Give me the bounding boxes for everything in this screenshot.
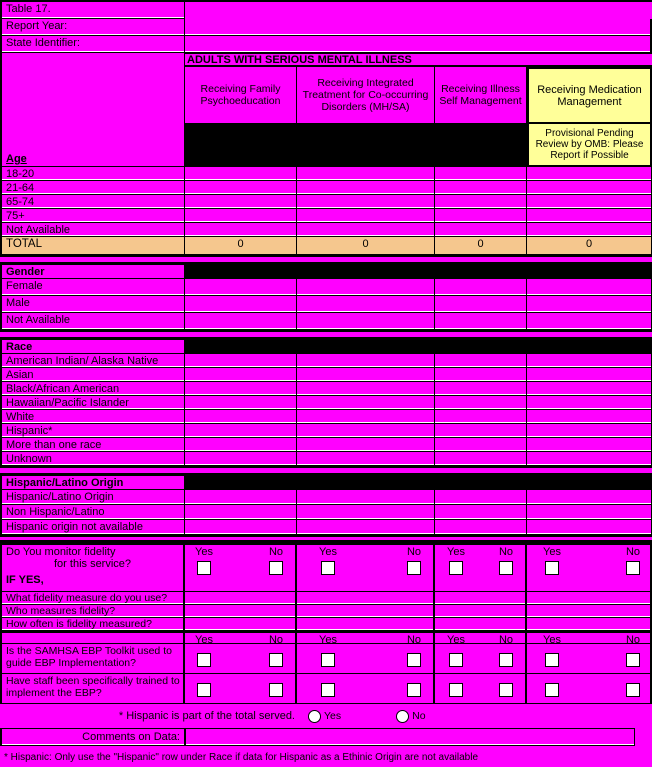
empty-label-cell (0, 633, 185, 644)
data-cell-integrated-treatment[interactable] (297, 223, 435, 237)
data-cell-integrated-treatment[interactable] (297, 181, 435, 195)
ebp-yes-no-header-row (0, 631, 652, 644)
race-row-black-african-american (0, 382, 652, 396)
data-cell-family-psychoeducation[interactable] (185, 490, 297, 505)
fidelity-integrated-treatment-cell (297, 545, 435, 592)
data-cell-integrated-treatment[interactable] (297, 424, 435, 438)
staff-integrated-treatment-yes-checkbox[interactable] (321, 683, 335, 697)
data-cell-integrated-treatment[interactable] (297, 438, 435, 452)
no-label: No (498, 634, 514, 644)
row-label: How often is fidelity measured? (0, 618, 185, 631)
row-label: 18-20 (0, 167, 185, 181)
header-block (0, 53, 652, 167)
data-cell-family-psychoeducation[interactable] (185, 209, 297, 223)
data-cell-illness-self-management[interactable] (435, 296, 527, 313)
table-title-row (0, 2, 652, 19)
data-cell-family-psychoeducation[interactable] (185, 605, 297, 618)
column-header-medication-management: Receiving Medication Management (527, 67, 652, 124)
fidelity-illness-self-management-no-checkbox[interactable] (499, 561, 513, 575)
yes-label: Yes (319, 634, 337, 644)
race-row-unknown (0, 452, 652, 466)
race-section-header (0, 339, 652, 354)
medication-management-note: Provisional Pending Review by OMB: Please Report if Possible (527, 124, 652, 167)
black-bar (185, 475, 652, 490)
data-cell-integrated-treatment[interactable] (297, 396, 435, 410)
toolkit-family-psychoeducation-yes-checkbox[interactable] (197, 653, 211, 667)
data-cell-medication-management[interactable] (527, 618, 652, 631)
column-header-family-psychoeducation: Receiving Family Psychoeducation (185, 67, 297, 124)
report-year-input[interactable] (185, 19, 652, 36)
data-cell-family-psychoeducation[interactable] (185, 313, 297, 330)
gender-section-header (0, 264, 652, 279)
row-label: More than one race (0, 438, 185, 452)
data-cell-medication-management[interactable] (527, 296, 652, 313)
data-cell-illness-self-management[interactable] (435, 505, 527, 520)
toolkit-family-psychoeducation-cell (185, 644, 297, 674)
no-label: No (625, 546, 641, 558)
age-row-65-74 (0, 195, 652, 209)
staff-family-psychoeducation-cell (185, 674, 297, 704)
fidelity-family-psychoeducation-cell (185, 545, 297, 592)
data-cell-illness-self-management[interactable] (435, 181, 527, 195)
row-label: Non Hispanic/Latino (0, 505, 185, 520)
race-row-hispanic (0, 424, 652, 438)
staff-family-psychoeducation-no-checkbox[interactable] (269, 683, 283, 697)
data-cell-family-psychoeducation[interactable] (185, 410, 297, 424)
total-integrated-treatment: 0 (297, 237, 435, 255)
data-cell-medication-management[interactable] (527, 490, 652, 505)
data-cell-illness-self-management[interactable] (435, 438, 527, 452)
state-identifier-input[interactable] (185, 36, 652, 53)
gender-section-label: Gender (0, 264, 185, 279)
staff-integrated-treatment-no-checkbox[interactable] (407, 683, 421, 697)
fidelity-medication-management-yes-checkbox[interactable] (545, 561, 559, 575)
data-cell-illness-self-management[interactable] (435, 382, 527, 396)
black-bar (185, 339, 652, 354)
yn-header-integrated-treatment (297, 633, 435, 644)
age-row-75-plus (0, 209, 652, 223)
row-label: Is the SAMHSA EBP Toolkit used to guide EBP Implementation? (0, 644, 185, 674)
data-cell-family-psychoeducation[interactable] (185, 354, 297, 368)
gender-row-female (0, 279, 652, 296)
data-cell-family-psychoeducation[interactable] (185, 520, 297, 535)
row-label: 65-74 (0, 195, 185, 209)
toolkit-family-psychoeducation-no-checkbox[interactable] (269, 653, 283, 667)
row-label: Not Available (0, 223, 185, 237)
data-cell-integrated-treatment[interactable] (297, 195, 435, 209)
no-label: No (268, 634, 284, 644)
row-label: Hispanic* (0, 424, 185, 438)
data-cell-illness-self-management[interactable] (435, 167, 527, 181)
fidelity-family-psychoeducation-yes-checkbox[interactable] (197, 561, 211, 575)
data-cell-family-psychoeducation[interactable] (185, 368, 297, 382)
race-row-hawaiian-pacific-islander (0, 396, 652, 410)
row-label: Have staff been specifically trained to implement the EBP? (0, 674, 185, 704)
data-cell-illness-self-management[interactable] (435, 618, 527, 631)
row-label: White (0, 410, 185, 424)
data-cell-family-psychoeducation[interactable] (185, 181, 297, 195)
column-header-illness-self-management: Receiving Illness Self Management (435, 67, 527, 124)
row-label: Hispanic origin not available (0, 520, 185, 535)
data-cell-integrated-treatment[interactable] (297, 382, 435, 396)
state-identifier-label: State Identifier: (0, 36, 185, 53)
staff-integrated-treatment-cell (297, 674, 435, 704)
hispanic-total-row (0, 704, 652, 728)
state-identifier-row (0, 36, 652, 53)
data-cell-family-psychoeducation[interactable] (185, 195, 297, 209)
yes-label: Yes (195, 634, 213, 644)
total-row (0, 237, 652, 255)
data-cell-family-psychoeducation[interactable] (185, 452, 297, 466)
data-cell-medication-management[interactable] (527, 424, 652, 438)
data-cell-integrated-treatment[interactable] (297, 167, 435, 181)
data-cell-illness-self-management[interactable] (435, 195, 527, 209)
data-cell-illness-self-management[interactable] (435, 452, 527, 466)
yes-label: Yes (543, 634, 561, 644)
yn-header-illness-self-management (435, 633, 527, 644)
data-cell-medication-management[interactable] (527, 592, 652, 605)
data-cell-medication-management[interactable] (527, 223, 652, 237)
comments-label: Comments on Data: (0, 728, 185, 746)
yes-label: Yes (195, 546, 213, 558)
no-label: No (268, 546, 284, 558)
data-cell-integrated-treatment[interactable] (297, 354, 435, 368)
hispanic-origin-section-header (0, 475, 652, 490)
data-cell-medication-management[interactable] (527, 167, 652, 181)
total-medication-management: 0 (527, 237, 652, 255)
hispanic-origin-section-label: Hispanic/Latino Origin (0, 475, 185, 490)
row-label: American Indian/ Alaska Native (0, 354, 185, 368)
fidelity-medication-management-cell (527, 545, 652, 592)
data-cell-family-psychoeducation[interactable] (185, 438, 297, 452)
toolkit-medication-management-no-checkbox[interactable] (626, 653, 640, 667)
hispanic-total-label: * Hispanic is part of the total served. (118, 710, 295, 722)
section-divider (0, 330, 652, 339)
row-label: Asian (0, 368, 185, 382)
fidelity-family-psychoeducation-no-checkbox[interactable] (269, 561, 283, 575)
data-cell-medication-management[interactable] (527, 396, 652, 410)
data-cell-family-psychoeducation[interactable] (185, 223, 297, 237)
data-cell-family-psychoeducation[interactable] (185, 396, 297, 410)
row-label: Black/African American (0, 382, 185, 396)
data-cell-integrated-treatment[interactable] (297, 279, 435, 296)
toolkit-medication-management-yes-checkbox[interactable] (545, 653, 559, 667)
staff-illness-self-management-yes-checkbox[interactable] (449, 683, 463, 697)
data-cell-family-psychoeducation[interactable] (185, 592, 297, 605)
total-label: TOTAL (0, 237, 185, 255)
data-cell-integrated-treatment[interactable] (297, 410, 435, 424)
row-label: Hawaiian/Pacific Islander (0, 396, 185, 410)
no-label: No (498, 546, 514, 558)
data-cell-illness-self-management[interactable] (435, 396, 527, 410)
fidelity-integrated-treatment-yes-checkbox[interactable] (321, 561, 335, 575)
age-section-label: Age (6, 153, 27, 165)
fidelity-medication-management-no-checkbox[interactable] (626, 561, 640, 575)
fidelity-illness-self-management-cell (435, 545, 527, 592)
staff-medication-management-yes-checkbox[interactable] (545, 683, 559, 697)
hispanic-total-no-radio[interactable] (396, 710, 409, 723)
fidelity-question-label (0, 545, 185, 592)
staff-medication-management-no-checkbox[interactable] (626, 683, 640, 697)
report-year-label: Report Year: (0, 19, 185, 36)
comments-input[interactable] (185, 728, 635, 746)
staff-family-psychoeducation-yes-checkbox[interactable] (197, 683, 211, 697)
data-cell-illness-self-management[interactable] (435, 605, 527, 618)
column-header-integrated-treatment: Receiving Integrated Treatment for Co-occurring Disorders (MH/SA) (297, 67, 435, 124)
hispanic-footnote: * Hispanic: Only use the "Hispanic" row under Race if data for Hispanic as a Ethinic Origin are not available (4, 752, 478, 763)
data-cell-family-psychoeducation[interactable] (185, 424, 297, 438)
yes-label: Yes (447, 546, 465, 558)
race-row-asian (0, 368, 652, 382)
race-row-american-indian (0, 354, 652, 368)
row-label: Not Available (0, 313, 185, 330)
hispanic-row-latino-origin (0, 490, 652, 505)
samhsa-toolkit-row (0, 644, 652, 674)
no-label: No (406, 634, 422, 644)
staff-illness-self-management-no-checkbox[interactable] (499, 683, 513, 697)
data-cell-integrated-treatment[interactable] (297, 505, 435, 520)
toolkit-integrated-treatment-cell (297, 644, 435, 674)
yn-header-medication-management (527, 633, 652, 644)
toolkit-integrated-treatment-yes-checkbox[interactable] (321, 653, 335, 667)
how-often-fidelity-row (0, 618, 652, 631)
data-cell-illness-self-management[interactable] (435, 424, 527, 438)
black-band (185, 124, 527, 167)
row-label: What fidelity measure do you use? (0, 592, 185, 605)
no-label: No (625, 634, 641, 644)
data-cell-illness-self-management[interactable] (435, 313, 527, 330)
table-title: Table 17. (0, 2, 185, 19)
data-cell-medication-management[interactable] (527, 382, 652, 396)
column-headers (185, 67, 652, 124)
yes-label: Yes (324, 709, 342, 722)
staff-trained-row (0, 674, 652, 704)
age-row-not-available (0, 223, 652, 237)
race-section-label: Race (0, 339, 185, 354)
who-measures-fidelity-row (0, 605, 652, 618)
row-label: 21-64 (0, 181, 185, 195)
yes-label: Yes (319, 546, 337, 558)
toolkit-medication-management-cell (527, 644, 652, 674)
if-yes-label: IF YES, (6, 574, 44, 586)
total-family-psychoeducation: 0 (185, 237, 297, 255)
row-label: Unknown (0, 452, 185, 466)
staff-medication-management-cell (527, 674, 652, 704)
fidelity-question-line1: Do You monitor fidelity (6, 546, 116, 558)
data-cell-integrated-treatment[interactable] (297, 452, 435, 466)
yes-label: Yes (543, 546, 561, 558)
row-label: Who measures fidelity? (0, 605, 185, 618)
data-cell-integrated-treatment[interactable] (297, 618, 435, 631)
data-cell-integrated-treatment[interactable] (297, 296, 435, 313)
hispanic-total-no-option (396, 710, 425, 723)
data-cell-medication-management[interactable] (527, 605, 652, 618)
total-illness-self-management: 0 (435, 237, 527, 255)
data-cell-integrated-treatment[interactable] (297, 209, 435, 223)
fidelity-question-line2: for this service? (54, 558, 132, 570)
hispanic-total-yes-option (308, 710, 341, 723)
data-cell-medication-management[interactable] (527, 410, 652, 424)
row-label: Female (0, 279, 185, 296)
toolkit-illness-self-management-yes-checkbox[interactable] (449, 653, 463, 667)
data-cell-integrated-treatment[interactable] (297, 368, 435, 382)
section-divider (0, 466, 652, 475)
no-label: No (412, 709, 426, 722)
data-cell-medication-management[interactable] (527, 368, 652, 382)
data-cell-medication-management[interactable] (527, 209, 652, 223)
data-cell-family-psychoeducation[interactable] (185, 505, 297, 520)
data-cell-illness-self-management[interactable] (435, 223, 527, 237)
gender-row-male (0, 296, 652, 313)
report-year-row (0, 19, 652, 36)
toolkit-integrated-treatment-no-checkbox[interactable] (407, 653, 421, 667)
toolkit-illness-self-management-cell (435, 644, 527, 674)
data-cell-family-psychoeducation[interactable] (185, 618, 297, 631)
fidelity-illness-self-management-yes-checkbox[interactable] (449, 561, 463, 575)
yes-label: Yes (447, 634, 465, 644)
header-bands (185, 124, 652, 167)
data-cell-illness-self-management[interactable] (435, 354, 527, 368)
top-filler (185, 2, 652, 19)
data-cell-medication-management[interactable] (527, 279, 652, 296)
data-cell-integrated-treatment[interactable] (297, 520, 435, 535)
toolkit-illness-self-management-no-checkbox[interactable] (499, 653, 513, 667)
data-cell-illness-self-management[interactable] (435, 368, 527, 382)
data-cell-illness-self-management[interactable] (435, 520, 527, 535)
row-label: Hispanic/Latino Origin (0, 490, 185, 505)
section-divider (0, 535, 652, 542)
fidelity-integrated-treatment-no-checkbox[interactable] (407, 561, 421, 575)
black-bar (185, 264, 652, 279)
data-cell-medication-management[interactable] (527, 354, 652, 368)
age-section-cell (0, 53, 185, 167)
section-divider (0, 255, 652, 264)
data-cell-medication-management[interactable] (527, 452, 652, 466)
data-cell-medication-management[interactable] (527, 313, 652, 330)
data-cell-integrated-treatment[interactable] (297, 490, 435, 505)
no-label: No (406, 546, 422, 558)
data-cell-medication-management[interactable] (527, 520, 652, 535)
data-cell-integrated-treatment[interactable] (297, 605, 435, 618)
data-cell-illness-self-management[interactable] (435, 490, 527, 505)
hispanic-row-not-available (0, 520, 652, 535)
data-cell-medication-management[interactable] (527, 505, 652, 520)
row-label: 75+ (0, 209, 185, 223)
comments-row (0, 728, 652, 746)
data-cell-medication-management[interactable] (527, 181, 652, 195)
hispanic-total-yes-radio[interactable] (308, 710, 321, 723)
data-cell-medication-management[interactable] (527, 438, 652, 452)
data-cell-family-psychoeducation[interactable] (185, 279, 297, 296)
staff-illness-self-management-cell (435, 674, 527, 704)
fidelity-measure-row (0, 592, 652, 605)
data-cell-family-psychoeducation[interactable] (185, 167, 297, 181)
data-cell-illness-self-management[interactable] (435, 592, 527, 605)
age-row-18-20 (0, 167, 652, 181)
race-row-white (0, 410, 652, 424)
data-cell-family-psychoeducation[interactable] (185, 382, 297, 396)
row-label: Male (0, 296, 185, 313)
data-cell-illness-self-management[interactable] (435, 209, 527, 223)
data-cell-illness-self-management[interactable] (435, 279, 527, 296)
section-title: ADULTS WITH SERIOUS MENTAL ILLNESS (185, 53, 652, 67)
data-cell-family-psychoeducation[interactable] (185, 296, 297, 313)
data-cell-integrated-treatment[interactable] (297, 592, 435, 605)
age-row-21-64 (0, 181, 652, 195)
gender-row-not-available (0, 313, 652, 330)
data-cell-illness-self-management[interactable] (435, 410, 527, 424)
data-cell-medication-management[interactable] (527, 195, 652, 209)
race-row-more-than-one-race (0, 438, 652, 452)
fidelity-question-block (0, 542, 652, 592)
hispanic-row-non-hispanic (0, 505, 652, 520)
data-cell-integrated-treatment[interactable] (297, 313, 435, 330)
header-right (185, 53, 652, 167)
yn-header-family-psychoeducation (185, 633, 297, 644)
